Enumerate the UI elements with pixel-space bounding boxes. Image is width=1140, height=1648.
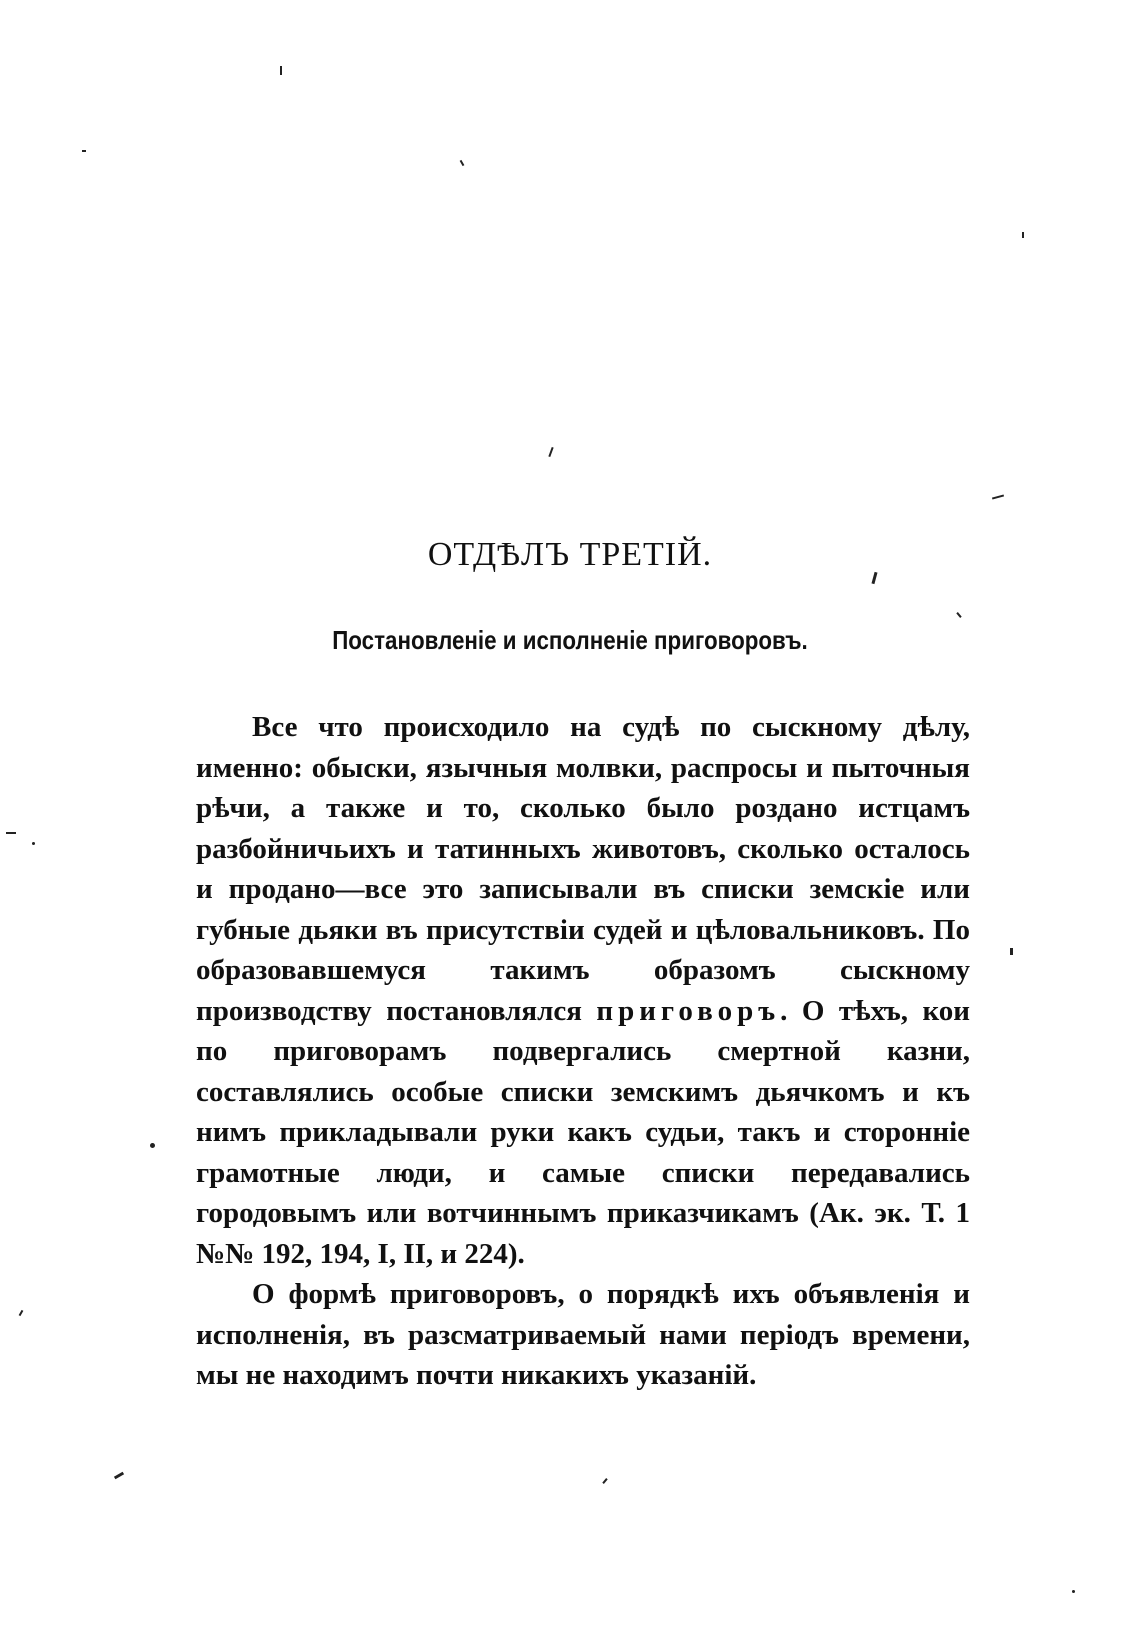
section-subtitle: Постановленіе и исполненіе приговоровъ. bbox=[332, 625, 808, 655]
scan-speck bbox=[114, 1472, 124, 1480]
scan-speck bbox=[460, 160, 465, 166]
scan-speck bbox=[82, 150, 86, 152]
scan-speck bbox=[602, 1478, 607, 1484]
scan-speck bbox=[150, 1143, 155, 1148]
scan-speck bbox=[6, 832, 16, 834]
scan-speck bbox=[19, 1310, 24, 1316]
body-text bbox=[196, 707, 970, 1396]
emphasized-word: приговоръ bbox=[596, 994, 781, 1027]
paragraph-1 bbox=[196, 707, 970, 1274]
scan-speck bbox=[956, 612, 961, 618]
scan-speck bbox=[1022, 232, 1024, 238]
scan-speck bbox=[1072, 1590, 1075, 1593]
section-title: ОТДѢЛЪ ТРЕТІЙ. bbox=[427, 536, 713, 573]
scan-speck bbox=[992, 494, 1004, 499]
scan-speck bbox=[280, 66, 282, 75]
paragraph-1-text-end: . О тѣхъ, кои по приговорамъ подвергались смертной казни, составлялись особые списки земскимъ дьячкомъ и къ нимъ прикладывали руки какъ судьи, такъ и сторонніе грамотные люди, и самые списки передавались городовымъ или вотчиннымъ приказчикамъ (Ак. эк. Т. 1 №№ 192, 194, I, II, и 224). bbox=[196, 994, 970, 1270]
paragraph-2: О формѣ приговоровъ, о порядкѣ ихъ объявленія и исполненія, въ разсматриваемый нами періодъ времени, мы не находимъ почти никакихъ указаній. bbox=[196, 1278, 970, 1391]
paragraph-1-text-start: Все что происходило на судѣ по сыскному дѣлу, именно: обыски, язычныя молвки, распросы и пыточныя рѣчи, а также и то, сколько было роздано истцамъ разбойничьихъ и татинныхъ животовъ, сколько осталось и продано—все это записывали въ списки земскіе или губные дьяки въ присутствіи судей и цѣловальниковъ. По образовавшемуся такимъ образомъ сыскному производству постановлялся bbox=[196, 711, 970, 1027]
scan-speck bbox=[32, 842, 35, 845]
scan-speck bbox=[1010, 948, 1013, 955]
scan-speck bbox=[548, 447, 553, 457]
